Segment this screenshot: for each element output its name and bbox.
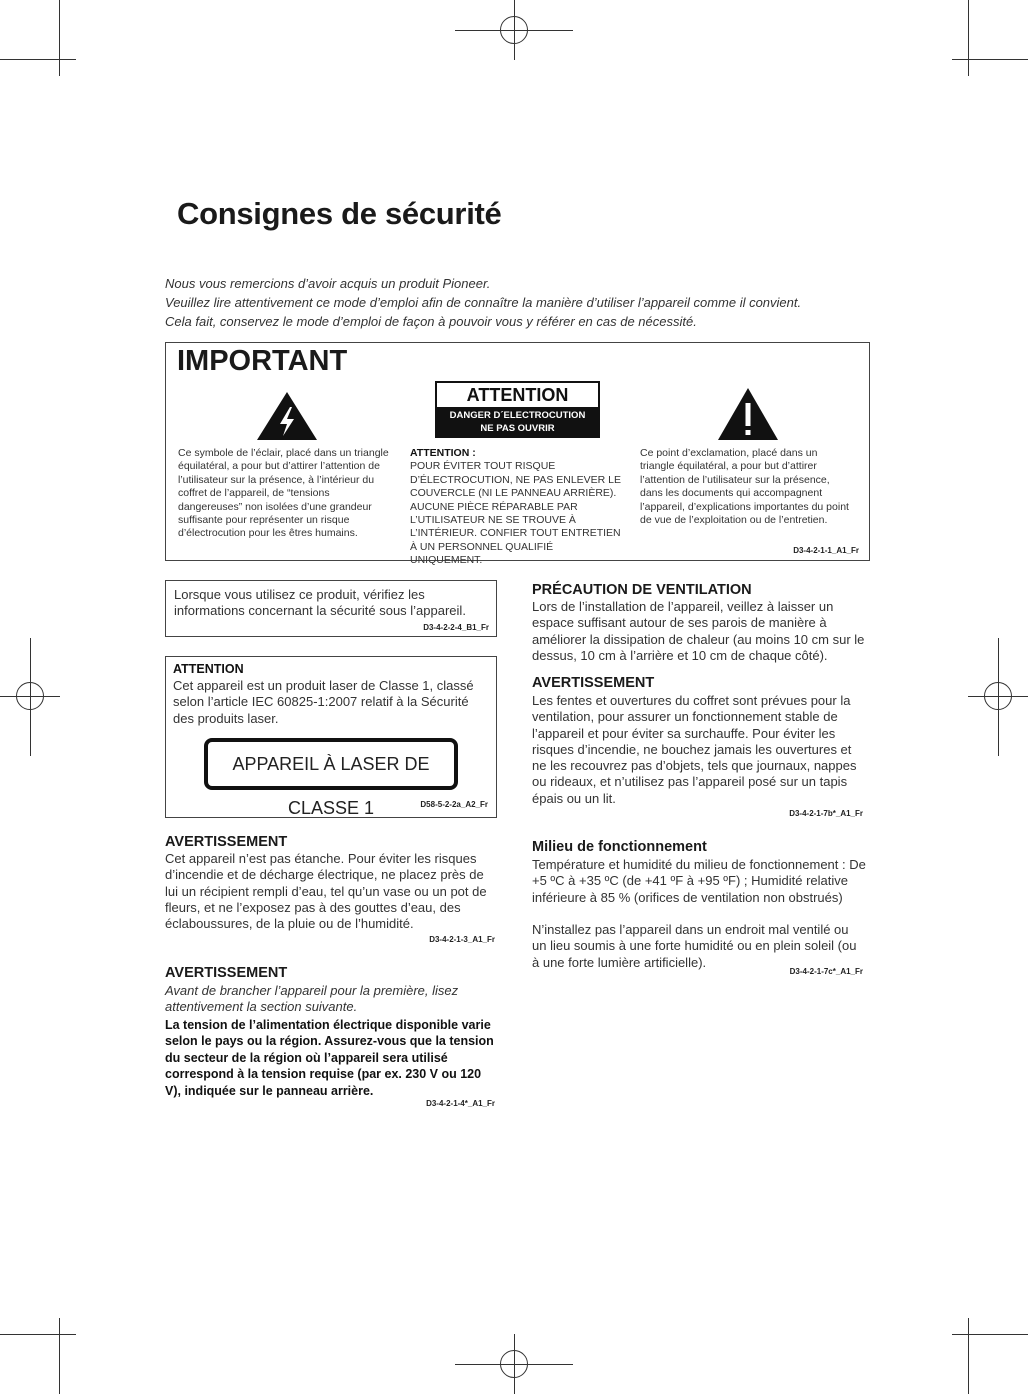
important-box [165, 342, 870, 567]
environment-text: N’installez pas l’appareil dans un endroit mal ventilé ou un lieu soumis à une forte humidité ou en plein soleil (ou à une forte lumière artificielle). [532, 922, 857, 970]
reference-code: D3-4-2-1-3_A1_Fr [429, 935, 495, 944]
laser-box [165, 656, 497, 818]
label-line: NE PAS OUVRIR [480, 423, 555, 434]
exclamation-description: Ce point d’exclamation, placé dans un triangle équilatéral, a pour but d’attirer l’attention de l’utilisateur sur la présence, dans les documents qui accompagnent l’appareil, d’explications importantes du point de vue de l’exploitation ou de l’entretien. [640, 447, 849, 527]
environment-heading: Milieu de fonctionnement [532, 839, 707, 855]
warning-heading: AVERTISSEMENT [165, 834, 288, 850]
reference-code: D58-5-2-2a_A2_Fr [420, 800, 488, 809]
exclamation-warning-icon [717, 387, 779, 441]
laser-text: Cet appareil est un produit laser de Classe 1, classé selon l’article IEC 60825-1:2007 relatif à la Sécurité des produits laser. [173, 678, 474, 726]
attention-note [410, 447, 628, 568]
attention-label [435, 381, 600, 438]
page-title: Consignes de sécurité [177, 196, 502, 231]
label-line: DANGER D´ELECTROCUTION [449, 410, 586, 421]
ventilation-heading: PRÉCAUTION DE VENTILATION [532, 582, 752, 598]
attention-label-subtitle [437, 407, 598, 436]
intro-line: Cela fait, conservez le mode d’emploi de façon à pouvoir vous y référer en cas de nécessité. [165, 314, 697, 329]
laser-heading: ATTENTION [173, 662, 244, 676]
important-title: IMPORTANT [177, 345, 348, 377]
warning-heading: AVERTISSEMENT [532, 675, 655, 691]
warning-text: Cet appareil n’est pas étanche. Pour éviter les risques d’incendie et de décharge électrique, ne placez près de lui un récipient rempli d’eau, tel qu’un vase ou un pot de fleurs, et ne l’exposez pas à des gouttes d’eau, des éclaboussures, de la pluie ou de l’humidité. [165, 851, 487, 932]
reference-code: D3-4-2-1-4*_A1_Fr [426, 1099, 495, 1108]
lightning-description: Ce symbole de l’éclair, placé dans un triangle équilatéral, a pour but d’attirer l’attention de l’utilisateur sur la présence, à l’intérieur du coffret de l’appareil, de “tensions dangereuses” non isolées d’une grandeur suffisante pour représenter un risque d’électrocution pour les êtres humains. [178, 447, 389, 540]
intro-line: Nous vous remercions d’avoir acquis un produit Pioneer. [165, 276, 491, 291]
laser-class-label: APPAREIL À LASER DE CLASSE 1 [204, 738, 458, 790]
warning-heading: AVERTISSEMENT [165, 965, 288, 981]
lightning-warning-icon [256, 391, 318, 441]
reference-code: D3-4-2-1-7b*_A1_Fr [789, 809, 863, 818]
intro-text [165, 274, 801, 331]
reference-code: D3-4-2-1-1_A1_Fr [793, 546, 859, 555]
ventilation-text: Lors de l’installation de l’appareil, veillez à laisser un espace suffisant autour de ses parois de manière à améliorer la dissipation de chaleur (au moins 10 cm sur le dessus, 10 cm à l’arrière et 10 cm de chaque côté). [532, 599, 865, 663]
voltage-warning: La tension de l’alimentation électrique disponible varie selon le pays ou la région. Assurez-vous que la tension du secteur de la région où l’appareil sera utilisé correspond à la tension requise (par ex. 230 V ou 120 V), indiquée sur le panneau arrière. [165, 1018, 494, 1098]
attention-label-title: ATTENTION [437, 383, 598, 407]
reference-code: D3-4-2-2-4_B1_Fr [423, 623, 489, 632]
attention-text: POUR ÉVITER TOUT RISQUE D’ÉLECTROCUTION, NE PAS ENLEVER LE COUVERCLE (NI LE PANNEAU ARRIÈRE). AUCUNE PIÈCE RÉPARABLE PAR L’UTILISATEUR NE SE TROUVE À L’INTÉRIEUR. CONFIER TOUT ENTRETIEN À UN PERSONNEL QUALIFIÉ UNIQUEMENT. [410, 460, 622, 567]
warning-intro: Avant de brancher l’appareil pour la première, lisez attentivement la section suivante. [165, 983, 459, 1015]
intro-line: Veuillez lire attentivement ce mode d’emploi afin de connaître la manière d’utiliser l’appareil comme il convient. [165, 295, 802, 310]
safety-info-text: Lorsque vous utilisez ce produit, vérifiez les informations concernant la sécurité sous l’appareil. [174, 587, 466, 619]
reference-code: D3-4-2-1-7c*_A1_Fr [789, 967, 863, 976]
safety-info-box [165, 580, 497, 637]
attention-heading: ATTENTION : [410, 447, 476, 459]
warning-text: Les fentes et ouvertures du coffret sont prévues pour la ventilation, pour assurer un fonctionnement stable de l’appareil et pour éviter sa surchauffe. Pour éviter les risques d’incendie, ne bouchez jamais les ouvertures et ne les recouvrez pas d’objets, tels que journaux, nappes ou rideaux, et n’utilisez pas l’appareil posé sur un tapis épais ou un lit. [532, 693, 857, 806]
environment-text: Température et humidité du milieu de fonctionnement : De +5 ºC à +35 ºC (de +41 ºF à +95 ºF) ; Humidité relative inférieure à 85 % (orifices de ventilation non obstrués) [532, 857, 866, 905]
